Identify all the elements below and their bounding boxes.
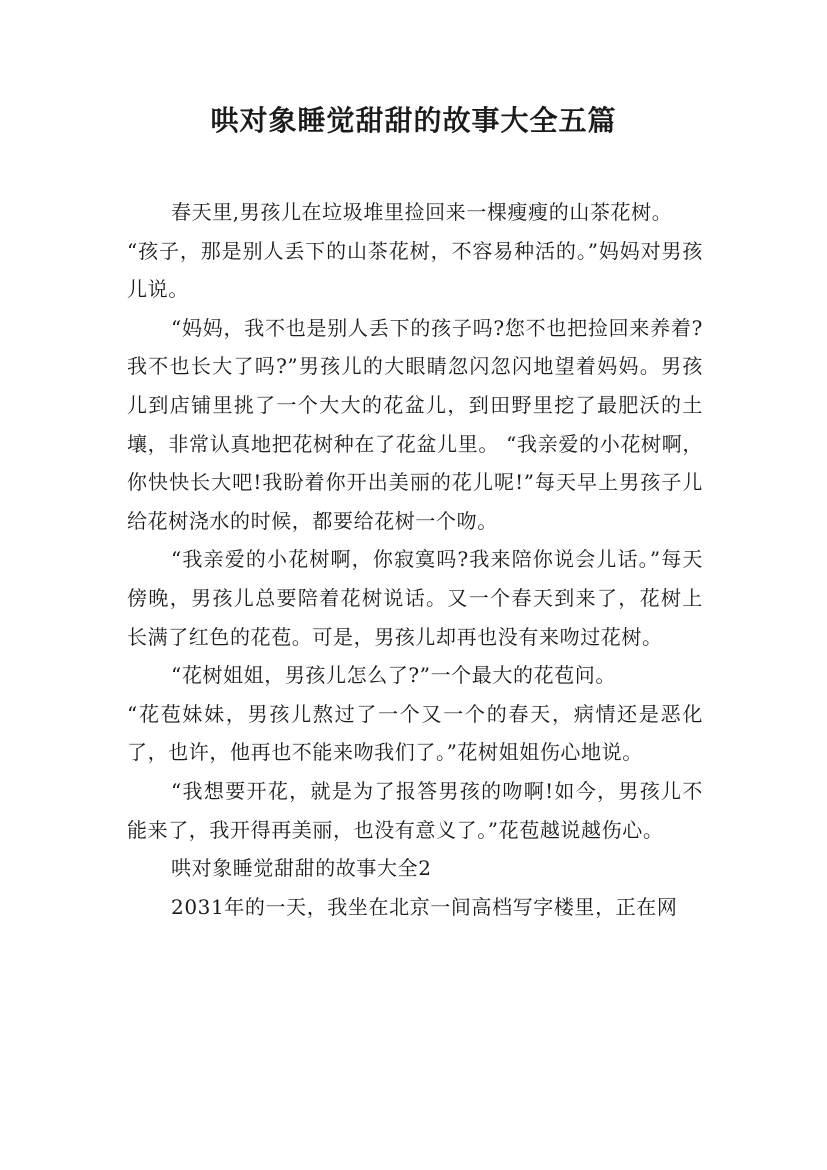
document-body: [127, 193, 703, 926]
paragraph: 2031年的一天，我坐在北京一间高档写字楼里，正在网: [171, 894, 678, 919]
paragraph: “花苞妹妹，男孩儿熬过了一个又一个的春天，病情还是恶化了，也许，他再也不能来吻我们了。”花树姐姐伤心地说。: [127, 701, 703, 765]
paragraph: “我亲爱的小花树啊，你寂寞吗?我来陪你说会儿话。”每天傍晚，男孩儿总要陪着花树说话。又一个春天到来了，花树上长满了红色的花苞。可是，男孩儿却再也没有来吻过花树。: [127, 547, 703, 649]
document-title: 哄对象睡觉甜甜的故事大全五篇: [210, 104, 617, 137]
section-heading: 哄对象睡觉甜甜的故事大全2: [171, 856, 432, 881]
paragraph: “妈妈，我不也是别人丢下的孩子吗?您不也把捡回来养着?我不也长大了吗?”男孩儿的大眼睛忽闪忽闪地望着妈妈。男孩儿到店铺里挑了一个大大的花盆儿，到田野里挖了最肥沃的土壤，非常认真地把花树种在了花盆儿里。 “我亲爱的小花树啊，你快快长大吧!我盼着你开出美丽的花儿呢!”每天早上男孩子儿给花树浇水的时候，都要给花树一个吻。: [127, 315, 703, 533]
paragraph: “花树姐姐，男孩儿怎么了?”一个最大的花苞问。: [171, 663, 616, 688]
paragraph: “我想要开花，就是为了报答男孩的吻啊!如今，男孩儿不能来了，我开得再美丽，也没有意义了。”花苞越说越伤心。: [127, 778, 703, 842]
paragraph: 春天里,男孩儿在垃圾堆里捡回来一棵瘦瘦的山茶花树。: [171, 200, 673, 224]
paragraph: “孩子，那是别人丢下的山茶花树，不容易种活的。”妈妈对男孩儿说。: [127, 238, 703, 302]
